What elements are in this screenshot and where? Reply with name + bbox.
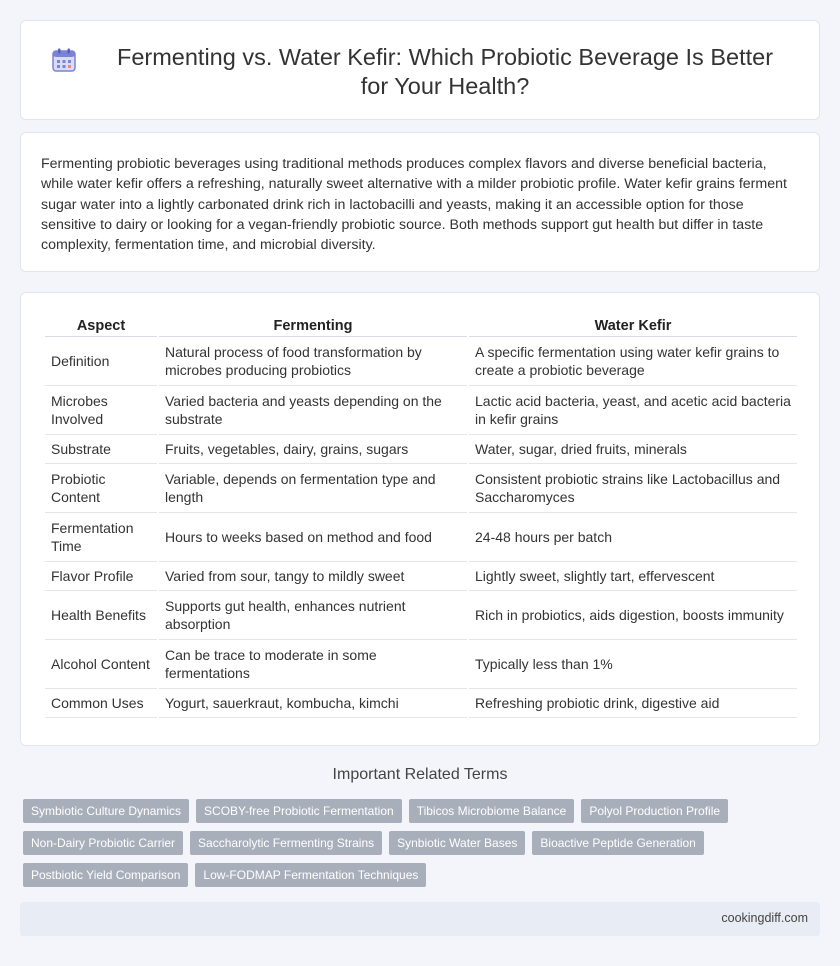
header-water-kefir: Water Kefir — [469, 313, 797, 337]
term-tag[interactable]: Saccharolytic Fermenting Strains — [190, 831, 382, 855]
term-tag[interactable]: Bioactive Peptide Generation — [532, 831, 703, 855]
row-fermenting: Supports gut health, enhances nutrient absorption — [159, 591, 467, 640]
header-fermenting: Fermenting — [159, 313, 467, 337]
row-aspect: Substrate — [45, 435, 157, 464]
related-terms-list — [23, 799, 783, 895]
title-wrap — [21, 43, 819, 101]
table-header-row — [45, 313, 797, 337]
row-fermenting: Hours to weeks based on method and food — [159, 513, 467, 562]
table-row — [45, 591, 797, 640]
row-aspect: Probiotic Content — [45, 464, 157, 513]
page-title: Fermenting vs. Water Kefir: Which Probiotic Beverage Is Better for Your Health? — [116, 44, 774, 99]
tag-row — [23, 799, 783, 823]
calendar-icon — [51, 47, 77, 73]
row-aspect: Common Uses — [45, 689, 157, 718]
row-fermenting: Fruits, vegetables, dairy, grains, sugars — [159, 435, 467, 464]
footer — [20, 902, 820, 936]
term-tag[interactable]: Tibicos Microbiome Balance — [409, 799, 575, 823]
tag-row — [23, 831, 783, 855]
title-card — [20, 20, 820, 120]
term-tag[interactable]: Non-Dairy Probiotic Carrier — [23, 831, 183, 855]
term-tag[interactable]: Postbiotic Yield Comparison — [23, 863, 188, 887]
related-terms-heading: Important Related Terms — [332, 766, 508, 783]
table-row — [45, 513, 797, 562]
tag-row — [23, 863, 783, 887]
row-aspect: Definition — [45, 337, 157, 386]
term-tag[interactable]: Polyol Production Profile — [581, 799, 728, 823]
footer-site-link[interactable]: cookingdiff.com — [721, 911, 808, 925]
row-aspect: Flavor Profile — [45, 562, 157, 591]
row-aspect: Health Benefits — [45, 591, 157, 640]
term-tag[interactable]: Synbiotic Water Bases — [389, 831, 525, 855]
table-row — [45, 562, 797, 591]
row-fermenting: Yogurt, sauerkraut, kombucha, kimchi — [159, 689, 467, 718]
term-tag[interactable]: Low-FODMAP Fermentation Techniques — [195, 863, 426, 887]
table-row — [45, 689, 797, 718]
row-water-kefir: Consistent probiotic strains like Lactobacillus and Saccharomyces — [469, 464, 797, 513]
table-row — [45, 435, 797, 464]
row-fermenting: Natural process of food transformation by microbes producing probiotics — [159, 337, 467, 386]
comparison-card — [20, 292, 820, 746]
row-fermenting: Varied bacteria and yeasts depending on the substrate — [159, 386, 467, 435]
row-water-kefir: Lactic acid bacteria, yeast, and acetic acid bacteria in kefir grains — [469, 386, 797, 435]
table-row — [45, 386, 797, 435]
row-aspect: Fermentation Time — [45, 513, 157, 562]
row-water-kefir: Refreshing probiotic drink, digestive aid — [469, 689, 797, 718]
row-water-kefir: Lightly sweet, slightly tart, effervescent — [469, 562, 797, 591]
row-water-kefir: Rich in probiotics, aids digestion, boosts immunity — [469, 591, 797, 640]
table-row — [45, 464, 797, 513]
header-aspect: Aspect — [45, 313, 157, 337]
row-aspect: Microbes Involved — [45, 386, 157, 435]
table-row — [45, 640, 797, 689]
row-aspect: Alcohol Content — [45, 640, 157, 689]
term-tag[interactable]: Symbiotic Culture Dynamics — [23, 799, 189, 823]
term-tag[interactable]: SCOBY-free Probiotic Fermentation — [196, 799, 402, 823]
row-water-kefir: Water, sugar, dried fruits, minerals — [469, 435, 797, 464]
intro-card — [20, 132, 820, 272]
row-water-kefir: A specific fermentation using water kefir grains to create a probiotic beverage — [469, 337, 797, 386]
row-fermenting: Variable, depends on fermentation type and length — [159, 464, 467, 513]
table-row — [45, 337, 797, 386]
comparison-table — [43, 313, 799, 718]
row-fermenting: Varied from sour, tangy to mildly sweet — [159, 562, 467, 591]
intro-paragraph: Fermenting probiotic beverages using traditional methods produces complex flavors and diverse beneficial bacteria, while water kefir offers a refreshing, naturally sweet alternative with a milder probiotic profile. Water kefir grains ferment sugar water into a lightly carbonated drink rich in lactobacilli and yeasts, making it an accessible option for those sensitive to dairy or looking for a vegan-friendly probiotic source. Both methods support gut health but differ in taste complexity, fermentation time, and microbial diversity. — [41, 156, 787, 254]
row-fermenting: Can be trace to moderate in some fermentations — [159, 640, 467, 689]
row-water-kefir: Typically less than 1% — [469, 640, 797, 689]
row-water-kefir: 24-48 hours per batch — [469, 513, 797, 562]
